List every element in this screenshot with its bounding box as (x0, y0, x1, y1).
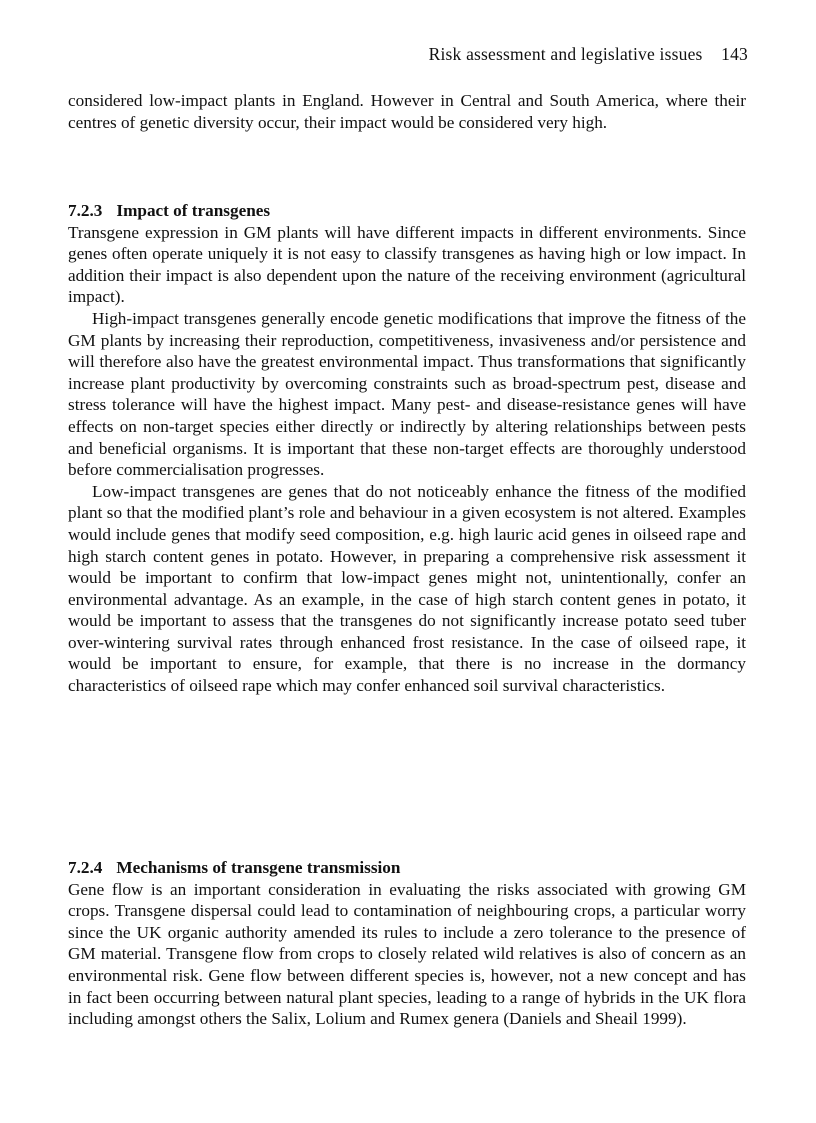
section-title: Impact of transgenes (116, 201, 271, 220)
section-heading-7-2-4 (68, 857, 746, 879)
section-number: 7.2.3 (68, 201, 103, 220)
paragraph: Transgene expression in GM plants will have different impacts in different environments. Since genes often operate uniquely it is not easy to classify transgenes as having high or low impact. In addition their impact is also dependent upon the nature of the receiving environment (agricultural impact). (68, 222, 746, 307)
section-7-2-3 (68, 200, 746, 697)
section-7-2-4 (68, 857, 746, 1030)
intro-block (68, 90, 746, 133)
section-number: 7.2.4 (68, 858, 103, 877)
intro-paragraph: considered low-impact plants in England. However in Central and South America, where their centres of genetic diversity occur, their impact would be considered very high. (68, 91, 746, 132)
section-heading-7-2-3 (68, 200, 746, 222)
paragraph: Gene flow is an important consideration in evaluating the risks associated with growing GM crops. Transgene dispersal could lead to contamination of neighbouring crops, a particular worry since the UK organic authority amended its rules to include a zero tolerance to the presence of GM material. Transgene flow from crops to closely related wild relatives is also of concern as an environmental risk. Gene flow between different species is, however, not a new concept and has in fact been occurring between natural plant species, leading to a range of hybrids in the UK flora including amongst others the Salix, Lolium and Rumex genera (Daniels and Sheail 1999). (68, 879, 746, 1029)
page-number: 143 (721, 44, 748, 64)
running-header (429, 44, 748, 65)
paragraph: Low-impact transgenes are genes that do not noticeably enhance the fitness of the modified plant so that the modified plant’s role and behaviour in a given ecosystem is not altered. Examples would include genes that modify seed composition, e.g. high lauric acid genes in oilseed rape and high starch content genes in potato. However, in preparing a comprehensive risk assessment it would be important to confirm that low-impact genes might not, unintentionally, confer an environmental advantage. As an example, in the case of high starch content genes in potato, it would be important to assess that the transgenes do not significantly increase potato seed tuber over-wintering survival rates through enhanced frost resistance. In the case of oilseed rape, it would be important to ensure, for example, that there is no increase in the dormancy characteristics of oilseed rape which may confer enhanced soil survival characteristics. (68, 481, 746, 696)
section-title: Mechanisms of transgene transmission (116, 858, 401, 877)
running-title: Risk assessment and legislative issues (428, 44, 703, 64)
paragraph: High-impact transgenes generally encode genetic modifications that improve the fitness of the GM plants by increasing their reproduction, competitiveness, invasiveness and/or persistence and will therefore also have the greatest environmental impact. Thus transformations that significantly increase plant productivity by overcoming constraints such as broad-spectrum pest, disease and stress tolerance will have the highest impact. Many pest- and disease-resistance genes will have effects on non-target species either directly or indirectly by altering relationships between pests and beneficial organisms. It is important that these non-target effects are thoroughly understood before commercialisation progresses. (68, 308, 746, 480)
